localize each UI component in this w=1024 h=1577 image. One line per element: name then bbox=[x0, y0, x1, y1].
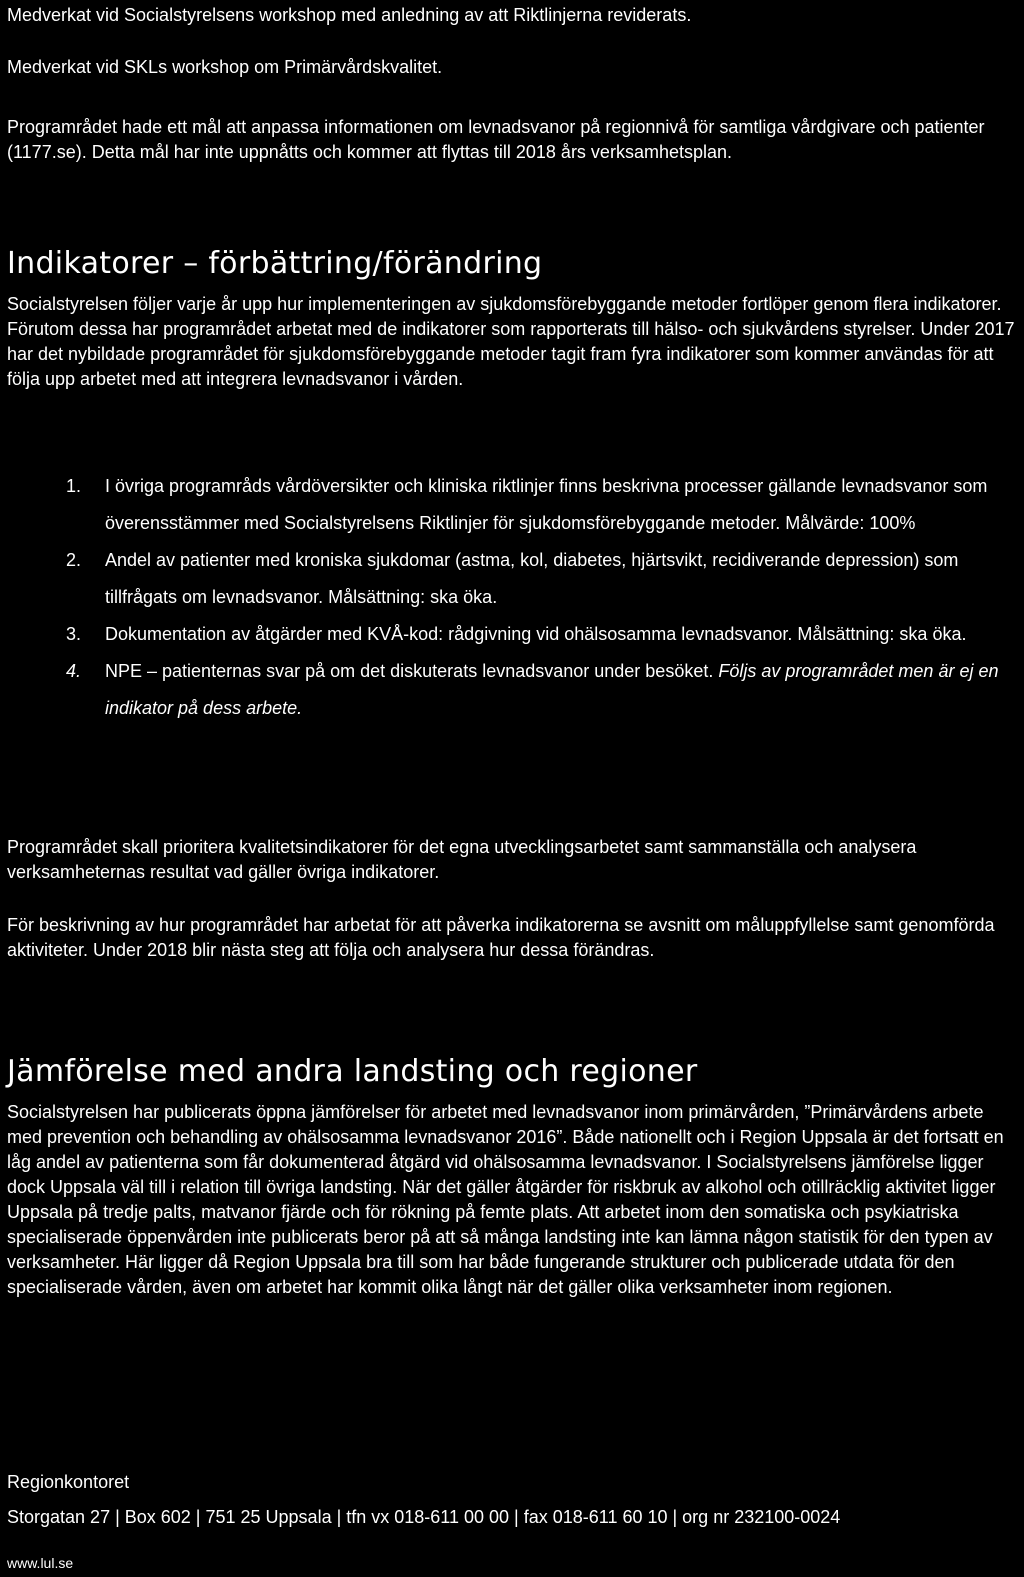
intro-paragraph-3: Programrådet hade ett mål att anpassa informationen om levnadsvanor på regionnivå för samtliga vårdgivare och patienter (1177.se). Detta mål har inte uppnåtts och kommer att flyttas till 2018 års verksamhetsplan. bbox=[7, 117, 985, 162]
comparison-body: Socialstyrelsen har publicerats öppna jämförelser för arbetet med levnadsvanor inom primärvården, ”Primärvårdens arbete med prevention och behandling av ohälsosamma levnadsvanor 2016”. Både nationellt och i Region Uppsala är det fortsatt en låg andel av patienterna som får dokumenterad åtgärd vid ohälsosamma levnadsvanor. I Socialstyrelsens jämförelse ligger dock Uppsala väl till i relation till övriga landsting. När det gäller åtgärder för riskbruk av alkohol och otillräcklig aktivitet ligger Uppsala på tredje palts, matvanor fjärde och för rökning på femte plats. Att arbetet inom den somatiska och psykiatriska specialiserade öppenvården inte publicerats beror på att så många landsting inte kan lämna någon statistik för den typen av verksamheter. Här ligger då Region Uppsala bra till som har både fungerande strukturer och publicerade utdata för den specialiserade vården, även om arbetet har kommit olika långt när det gäller olika verksamheter inom regionen. bbox=[7, 1102, 1004, 1297]
intro-paragraph-1: Medverkat vid Socialstyrelsens workshop med anledning av att Riktlinjerna reviderats. bbox=[7, 5, 692, 25]
indicators-intro: Socialstyrelsen följer varje år upp hur implementeringen av sjukdomsförebyggande metoder fortlöper genom flera indikatorer. Förutom dessa har programrådet arbetat med de indikatorer som rapporterats till hälso- och sjukvårdens styrelser. Under 2017 har det nybildade programrådet för sjukdomsförebyggande metoder tagit fram fyra indikatorer som kommer användas för att följa upp arbetet med att integrera levnadsvanor i vården. bbox=[7, 294, 1015, 389]
comparison-heading: Jämförelse med andra landsting och regioner bbox=[7, 1054, 698, 1089]
footer-address: Storgatan 27 | Box 602 | 751 25 Uppsala | tfn vx 018-611 00 00 | fax 018-611 60 10 | org nr 232100-0024 bbox=[7, 1507, 841, 1527]
indicators-after-paragraph-1: Programrådet skall prioritera kvalitetsindikatorer för det egna utvecklingsarbetet samt sammanställa och analysera verksamheternas resultat vad gäller övriga indikatorer. bbox=[7, 837, 917, 882]
indicator-item-1 bbox=[0, 468, 1024, 542]
indicator-note: Följs av programrådet men är ej en indikator på dess arbete. bbox=[105, 661, 999, 718]
indicators-after-paragraph-2: För beskrivning av hur programrådet har arbetat för att påverka indikatorerna se avsnitt om måluppfyllelse samt genomförda aktiviteter. Under 2018 blir nästa steg att följa och analysera hur dessa förändras. bbox=[7, 915, 995, 960]
indicator-number: 1. bbox=[66, 476, 82, 496]
indicator-text: Andel av patienter med kroniska sjukdomar (astma, kol, diabetes, hjärtsvikt, recidiverande depression) som tillfrågats om levnadsvanor. Målsättning: ska öka. bbox=[105, 550, 959, 607]
indicator-text: NPE – patienternas svar på om det diskuterats levnadsvanor under besöket. bbox=[105, 661, 719, 681]
indicator-text: Dokumentation av åtgärder med KVÅ-kod: rådgivning vid ohälsosamma levnadsvanor. Målsättning: ska öka. bbox=[105, 624, 967, 644]
indicator-number: 2. bbox=[66, 550, 82, 570]
indicator-item-2 bbox=[0, 542, 1024, 616]
footer-website-link[interactable]: www.lul.se bbox=[7, 1555, 74, 1571]
indicators-heading: Indikatorer – förbättring/förändring bbox=[7, 246, 543, 281]
indicator-number: 4. bbox=[66, 661, 82, 681]
footer-organization: Regionkontoret bbox=[7, 1472, 130, 1492]
indicator-list bbox=[0, 468, 1024, 727]
indicator-item-3 bbox=[0, 616, 1024, 653]
intro-paragraph-2: Medverkat vid SKLs workshop om Primärvårdskvalitet. bbox=[7, 57, 443, 77]
indicator-number: 3. bbox=[66, 624, 82, 644]
indicator-text: I övriga programråds vårdöversikter och kliniska riktlinjer finns beskrivna processer gällande levnadsvanor som överensstämmer med Socialstyrelsens Riktlinjer för sjukdomsförebyggande metoder. Målvärde: 100% bbox=[105, 476, 988, 533]
indicator-item-4 bbox=[0, 653, 1024, 727]
